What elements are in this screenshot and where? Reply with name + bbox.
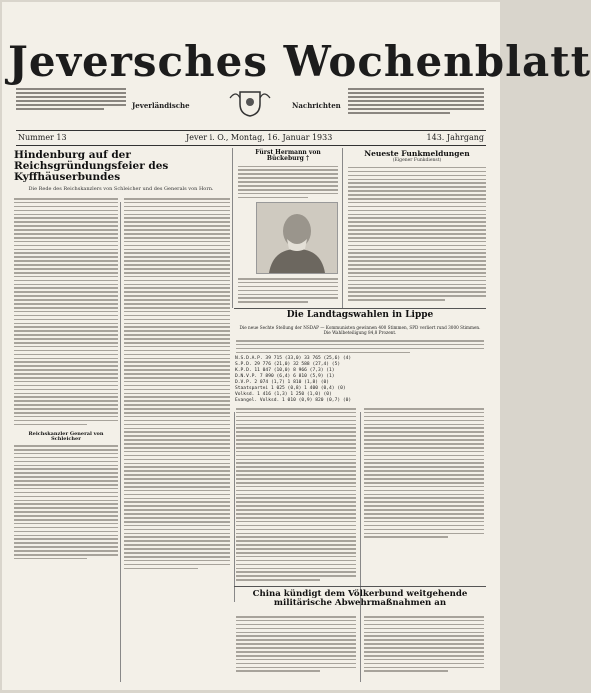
obituary-article <box>238 150 338 201</box>
lippe-body-col1 <box>236 408 356 583</box>
masthead-title: Jeversches Wochenblatt <box>8 37 591 86</box>
results-cell: D.V.P. 2 074 (1,7) 1 810 (1,8) (0) <box>235 380 330 385</box>
place-date: Jever i. O., Montag, 16. Januar 1933 <box>186 133 333 142</box>
results-cell: S.P.D. 29 776 (21,0) 32 588 (27,4) (5) <box>235 362 341 367</box>
obituary-headline: Fürst Hermann von Bückeburg † <box>255 149 321 163</box>
date-bar <box>16 130 486 146</box>
masthead-right-subtitle: Nachrichten <box>292 101 341 110</box>
results-cell: N.S.D.A.P. 39 715 (33,0) 33 765 (25,6) (4) <box>235 356 352 361</box>
hindenburg-body-col1 <box>14 198 118 562</box>
results-cell: Staatspartei 1 025 (0,8) 1 400 (0,4) (0) <box>235 386 346 391</box>
results-cell: D.N.V.P. 7 890 (6,4) 6 810 (5,9) (1) <box>235 374 335 379</box>
lippe-article <box>236 311 484 320</box>
results-cell: K.P.D. 11 047 (10,0) 8 966 (7,3) (1) <box>235 368 335 373</box>
issue-number: Nummer 13 <box>18 133 67 142</box>
portrait-photo <box>256 202 338 274</box>
general-headline: Reichskanzler General von Schleicher <box>28 430 104 442</box>
results-cell: Volksd. 1 416 (1,3) 1 250 (1,0) (0) <box>235 392 332 397</box>
newspaper-page <box>2 2 591 690</box>
masthead-left-subtitle: Jeverländische <box>132 101 190 110</box>
results-row <box>234 398 484 404</box>
funkmeldungen-sub: (Eigener Funkdienst) <box>392 157 442 163</box>
funkmeldungen-headline: Neueste Funkmeldungen <box>364 149 470 158</box>
election-results-table <box>234 356 484 404</box>
masthead-left-notice <box>16 88 126 118</box>
china-article <box>236 590 484 608</box>
volume-number: 143. Jahrgang <box>426 133 484 142</box>
lippe-sub-2: Die Wahlbeteiligung 84,8 Prozent. <box>323 330 397 335</box>
masthead <box>8 37 591 86</box>
obituary-body <box>238 278 338 305</box>
hindenburg-headline: Hindenburg auf der Reichsgründungsfeier des Kyffhäuserbundes <box>14 149 169 184</box>
china-headline: China kündigt dem Völkerbund weitgehende militärische Abwehrmaßnahmen an <box>252 589 468 609</box>
hindenburg-body-col2 <box>124 198 230 572</box>
results-cell: Evangel. Volksd. 1 010 (0,9) 820 (0,7) (0) <box>235 398 352 403</box>
lippe-intro <box>236 340 484 356</box>
hindenburg-deck: Die Rede des Reichskanzlers von Schleicher und des Generals von Horn. <box>28 186 214 193</box>
lippe-sub-1: Die neue Sechte Stellung der NSDAP — Kommunisten gewinnen 400 Stimmen, SPD verliert rund 3000 Stimmen. <box>239 325 481 330</box>
lippe-subheadline <box>236 325 484 335</box>
china-body-col1 <box>236 616 356 674</box>
hindenburg-article <box>14 150 228 192</box>
lippe-headline: Die Landtagswahlen in Lippe <box>286 310 434 320</box>
masthead-right-notice <box>348 88 484 128</box>
funkmeldungen-article <box>348 150 486 303</box>
china-body-col2 <box>364 616 484 674</box>
lippe-body-col2 <box>364 408 484 540</box>
coat-of-arms-icon <box>226 88 274 118</box>
